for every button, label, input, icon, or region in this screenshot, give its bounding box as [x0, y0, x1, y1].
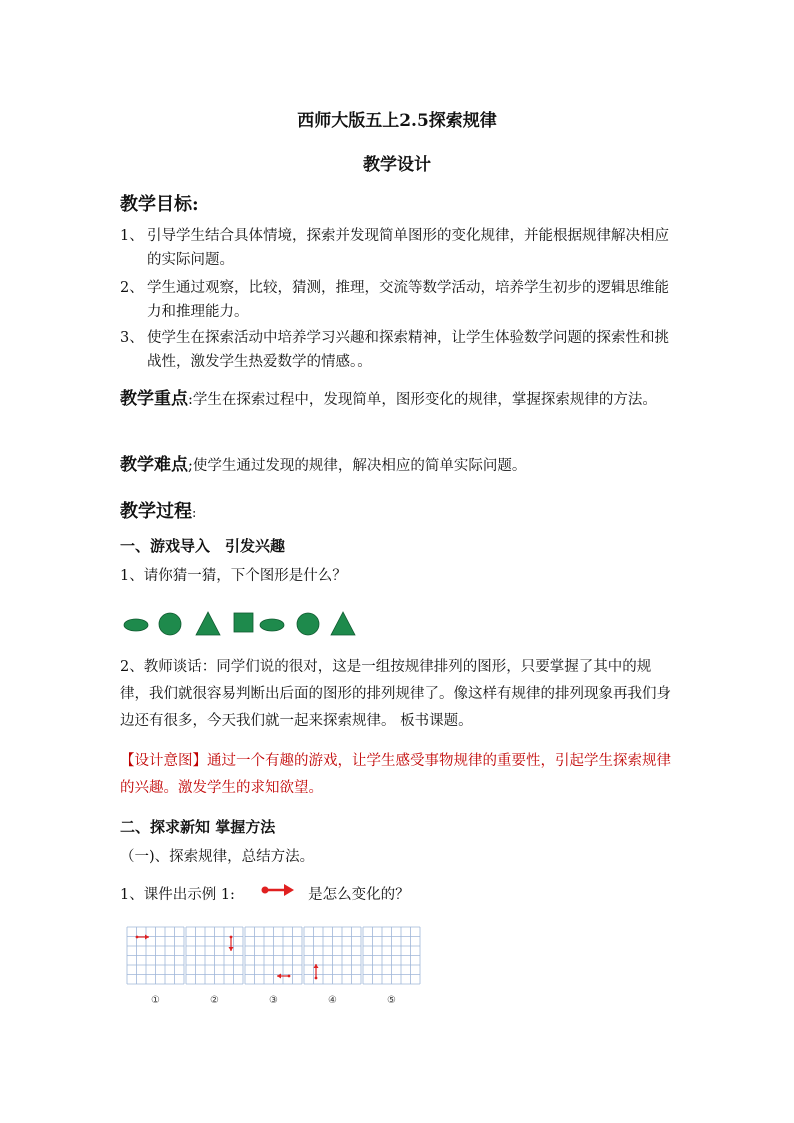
- key-point-label: 教学重点: [120, 389, 188, 409]
- goal-number: 3、: [120, 330, 144, 346]
- grid-label: ①: [151, 995, 160, 1006]
- example-line: [120, 882, 680, 909]
- goal-item-2: [120, 276, 680, 324]
- design-intent-label: 【设计意图】: [120, 753, 207, 769]
- triangle-shape: [331, 612, 355, 635]
- key-point: [120, 380, 680, 419]
- arrow-icon: [260, 882, 296, 898]
- process-heading-text: 教学过程: [120, 501, 192, 522]
- circle-shape: [159, 613, 181, 635]
- shape-sequence: [122, 608, 362, 640]
- section2-subheading: （一)、探索规律，总结方法。: [120, 849, 315, 865]
- goals-heading: 教学目标:: [120, 194, 199, 215]
- goal-item-1: [120, 224, 680, 272]
- arrow-down-head: [229, 947, 234, 951]
- ellipse-shape: [124, 619, 148, 631]
- goal-number: 1、: [120, 228, 144, 244]
- difficulty: [120, 452, 680, 480]
- grid-sequence: [125, 925, 425, 1015]
- arrow-up-head: [314, 964, 319, 968]
- question-2: 2、教师谈话：同学们说的很对，这是一组按规律排列的图形，只要掌握了其中的规律，我们就很容易判断出后面的图形的排列规律了。像这样有规律的排列现象再我们身边还有很多，今天我们就一起来探索规律。 板书课题。: [120, 659, 671, 729]
- arrow-right-tail: [136, 936, 139, 939]
- arrow-right-head: [145, 935, 149, 940]
- goal-number: 2、: [120, 280, 144, 296]
- process-heading-suffix: :: [192, 506, 197, 521]
- arrow-left-tail: [288, 975, 291, 978]
- key-point-text: :学生在探索过程中，发现简单，图形变化的规律，掌握探索规律的方法。: [188, 392, 657, 408]
- goal-text: 学生通过观察，比较，猜测，推理，交流等数学活动，培养学生初步的逻辑思维能力和推理能力。: [147, 280, 669, 320]
- document-subtitle: 教学设计: [363, 155, 431, 175]
- circle-shape: [297, 613, 319, 635]
- example-prefix: 1、课件出示例 1:: [120, 887, 235, 903]
- ellipse-shape: [260, 619, 284, 631]
- goal-item-3: [120, 326, 680, 374]
- example-suffix: 是怎么变化的？: [308, 887, 410, 903]
- arrow-down-tail: [230, 936, 233, 939]
- goal-text: 引导学生结合具体情境，探索并发现简单图形的变化规律，并能根据规律解决相应的实际问题。: [147, 228, 669, 268]
- difficulty-text: ;使学生通过发现的规律，解决相应的简单实际问题。: [188, 458, 527, 474]
- grid-label: ⑤: [387, 995, 396, 1006]
- arrow-up-tail: [315, 977, 318, 980]
- design-intent-text: 通过一个有趣的游戏，让学生感受事物规律的重要性，引起学生探索规律的兴趣。激发学生的求知欲望。: [120, 753, 671, 796]
- process-heading: [120, 497, 196, 523]
- goal-text: 使学生在探索活动中培养学习兴趣和探索精神，让学生体验数学问题的探索性和挑战性，激发学生热爱数学的情感。。: [147, 330, 669, 370]
- section1-heading: 一、游戏导入 引发兴趣: [120, 537, 286, 555]
- document-title: 西师大版五上2.5探索规律: [297, 111, 497, 131]
- triangle-shape: [196, 612, 220, 635]
- difficulty-label: 教学难点: [120, 455, 188, 475]
- grid-label: ③: [269, 995, 278, 1006]
- section2-heading: 二、探求新知 掌握方法: [120, 818, 276, 836]
- square-shape: [234, 613, 253, 632]
- grid-label: ②: [210, 995, 219, 1006]
- question-1: 1、请你猜一猜，下个图形是什么？: [120, 568, 347, 584]
- design-intent: [120, 748, 680, 802]
- grid-label: ④: [328, 995, 337, 1006]
